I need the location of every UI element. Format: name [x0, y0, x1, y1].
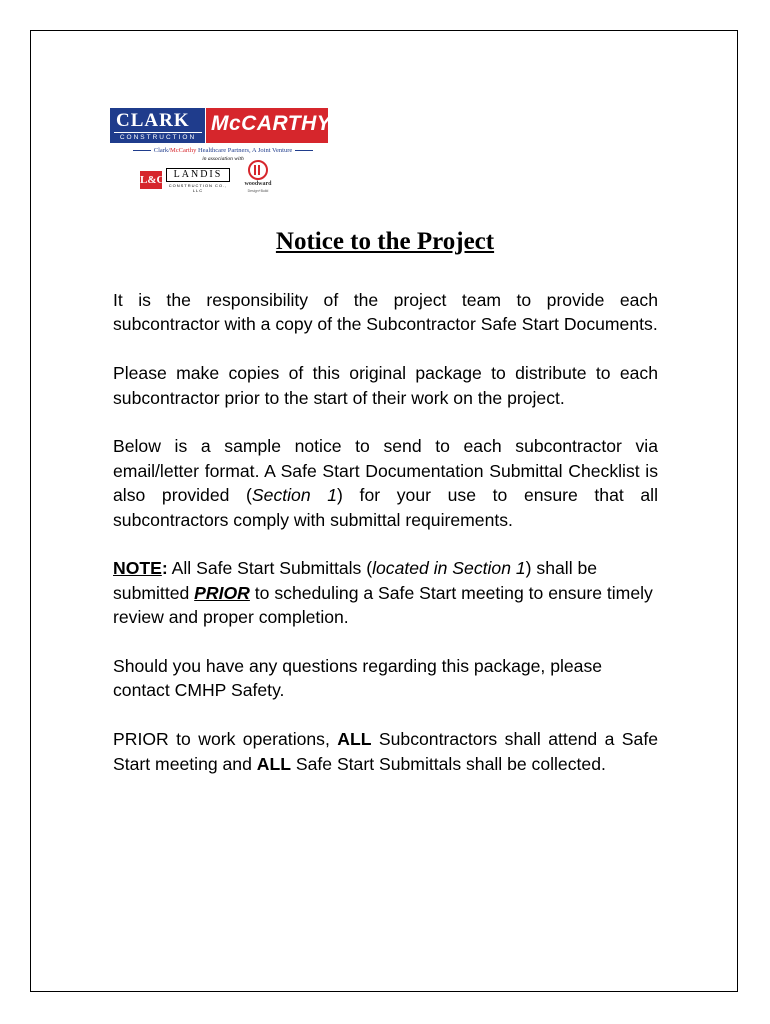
all-emphasis-2: ALL [256, 753, 291, 774]
p3-text-a: Below is a sample notice to send to each subcontractor via email/letter format. A Safe Start Documentation Submittal Checklist is also provided ( [113, 436, 658, 506]
p3-section-ref: Section 1 [251, 485, 338, 506]
paragraph-note [113, 556, 658, 629]
association-line: in association with [202, 156, 244, 162]
note-colon: : [161, 558, 168, 579]
p4-section-ref: located in Section 1 [372, 558, 526, 579]
partners-clark: Clark/ [153, 147, 170, 154]
p6-text-c: Safe Start Submittals shall be collected. [290, 753, 606, 774]
rule-right [295, 150, 313, 151]
paragraph-prior-operations [113, 727, 658, 776]
landis-logo-mark: L&C [140, 171, 162, 189]
p4-text-c: to scheduling a Safe Start meeting to ensure timely review and proper completion. [113, 582, 653, 628]
notice-body [113, 288, 658, 800]
p3-text-b: ) for your use to ensure that all subcontractors comply with submittal requirements. [113, 485, 658, 530]
paragraph-questions: Should you have any questions regarding this package, please contact CMHP Safety. [113, 656, 603, 701]
company-logo-block [110, 108, 330, 204]
woodward-logo-subtitle: Design+Build [247, 189, 269, 193]
landis-logo-name: LANDIS [166, 168, 230, 182]
clark-logo-subtitle: CONSTRUCTION [114, 132, 202, 141]
rule-left [133, 150, 151, 151]
note-label: NOTE [113, 558, 162, 579]
paragraph-sample-notice [113, 434, 658, 532]
p4-text-b: ) shall be submitted [113, 558, 598, 603]
prior-emphasis: PRIOR [194, 582, 250, 603]
p6-text-b: Subcontractors shall attend a Safe Start meeting and [113, 729, 658, 774]
p4-text-a: All Safe Start Submittals ( [167, 558, 373, 579]
partners-mccarthy: McCarthy [169, 147, 197, 154]
joint-venture-line [118, 147, 328, 154]
clark-logo-name: CLARK [116, 110, 190, 131]
woodward-logo-icon [248, 160, 268, 180]
mccarthy-logo-name: McCARTHY [211, 112, 332, 135]
landis-logo-subtitle: CONSTRUCTION CO., LLC [168, 183, 228, 193]
woodward-logo-name: woodward [244, 181, 272, 187]
all-emphasis-1: ALL [337, 729, 372, 750]
page-title: Notice to the Project [275, 228, 495, 255]
partners-rest: Healthcare Partners, A Joint Venture [196, 147, 293, 154]
paragraph-copies: Please make copies of this original package to distribute to each subcontractor prior to the start of their work on the project. [113, 363, 658, 408]
mccarthy-logo [206, 108, 332, 143]
paragraph-responsibility: It is the responsibility of the project team to provide each subcontractor with a copy of the Subcontractor Safe Start Documents. [113, 290, 658, 335]
p6-text-a: PRIOR to work operations, [113, 729, 338, 750]
clark-logo [110, 108, 205, 143]
